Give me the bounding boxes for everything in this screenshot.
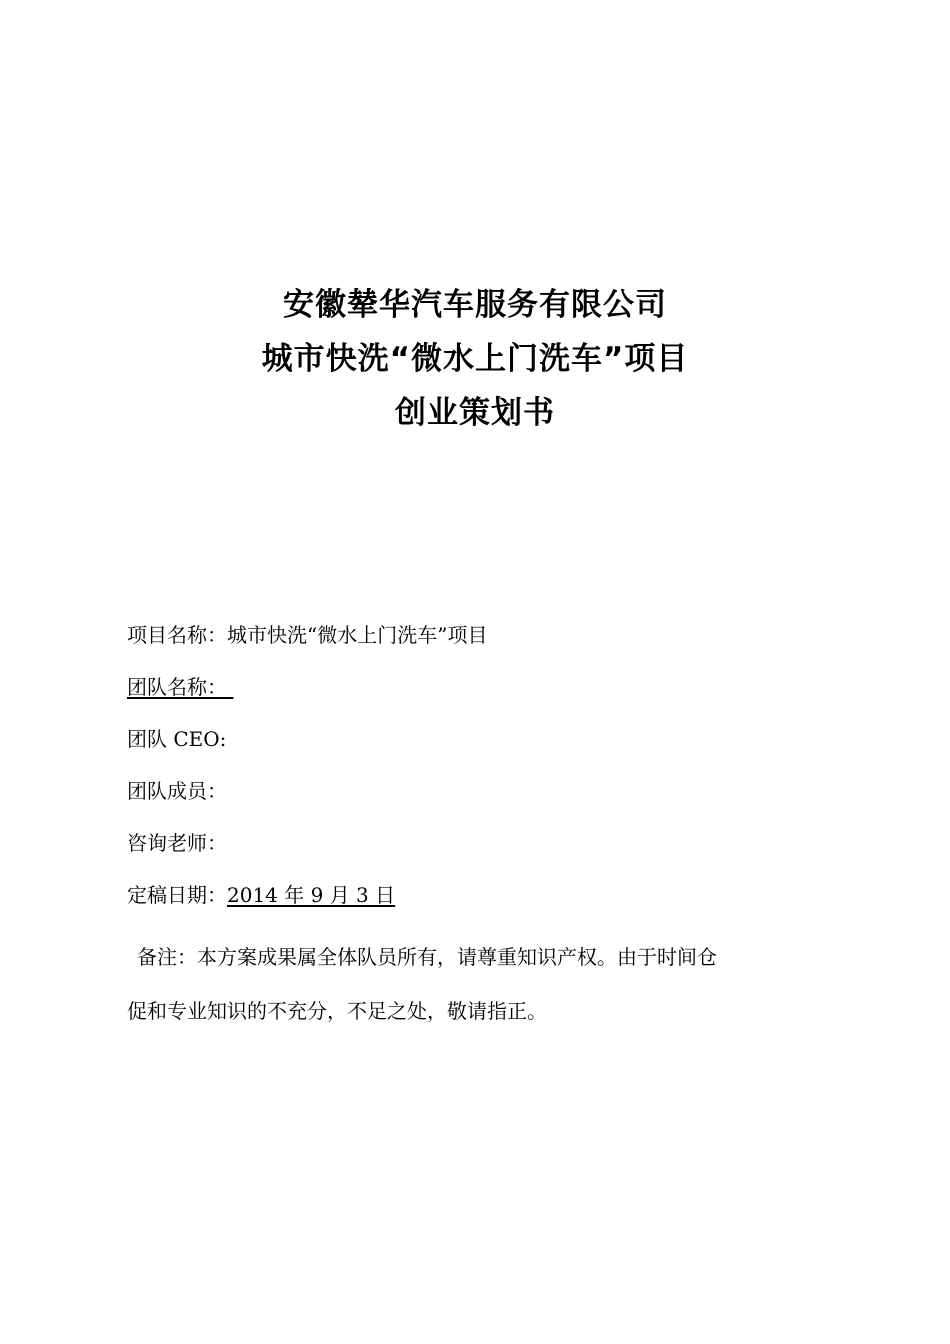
team-name-line <box>127 669 827 721</box>
team-ceo-line: 团队 CEO: <box>127 727 227 751</box>
disclaimer-line-1: 备注：本方案成果属全体队员所有，请尊重知识产权。由于时间仓 <box>137 945 717 969</box>
project-name-heading: 城市快洗“微水上门洗车”项目 <box>261 341 689 377</box>
document-type-heading: 创业策划书 <box>395 395 555 431</box>
document-title <box>0 278 950 440</box>
finalized-date-line <box>127 877 827 929</box>
team-name-blank <box>227 675 233 699</box>
finalized-date-label: 定稿日期： <box>127 883 227 907</box>
team-name-label: 团队名称： <box>127 675 227 699</box>
project-name-line: 项目名称：城市快洗“微水上门洗车”项目 <box>127 623 488 647</box>
advisor-line: 咨询老师： <box>127 831 227 855</box>
company-name-heading: 安徽辇华汽车服务有限公司 <box>283 287 667 323</box>
project-info <box>127 617 827 929</box>
disclaimer-line-2: 促和专业知识的不充分，不足之处，敬请指正。 <box>127 999 547 1023</box>
team-members-line: 团队成员： <box>127 779 227 803</box>
disclaimer-note <box>127 930 807 1038</box>
finalized-date-value: 2014 年 9 月 3 日 <box>227 883 396 907</box>
